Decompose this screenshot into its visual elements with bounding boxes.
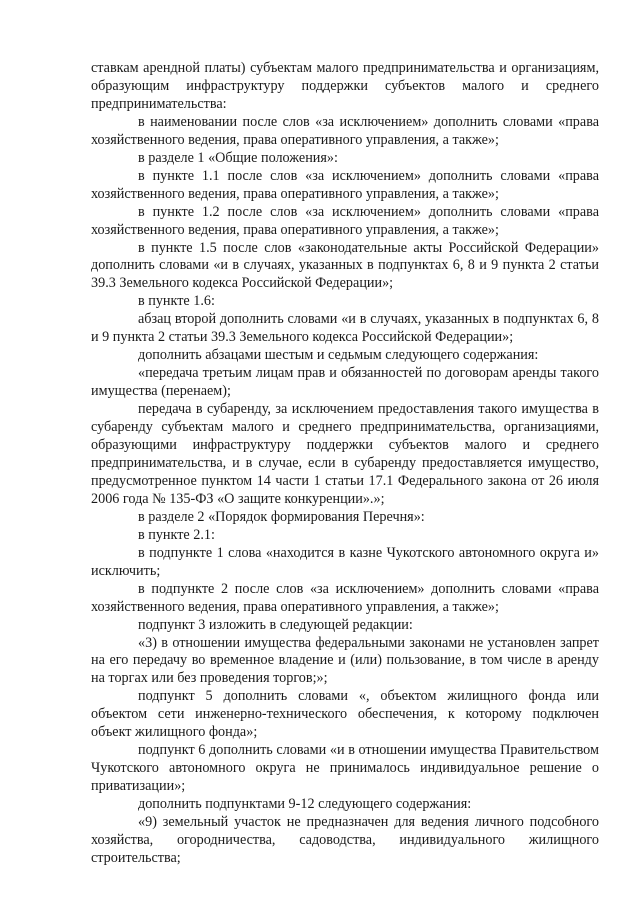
paragraph: дополнить абзацами шестым и седьмым следующего содержания: [138,347,539,364]
paragraph: в пункте 1.6: [138,293,215,310]
paragraph: в пункте 1.2 после слов «за исключением» дополнить словами «права хозяйственного ведения, права оперативного управления, а также»; [91,203,599,238]
paragraph: подпункт 3 изложить в следующей редакции: [138,616,413,633]
paragraph: в подпункте 2 после слов «за исключением» дополнить словами «права хозяйственного ведения, права оперативного управления, а также»; [91,580,599,615]
paragraph: в подпункте 1 слова «находится в казне Чукотского автономного округа и» исключить; [91,544,599,579]
paragraph: в разделе 2 «Порядок формирования Перечня»: [138,508,425,525]
paragraph: в наименовании после слов «за исключением» дополнить словами «права хозяйственного ведения, права оперативного управления, а также»; [91,113,599,148]
document-body [91,60,599,868]
paragraph: в пункте 1.1 после слов «за исключением» дополнить словами «права хозяйственного ведения, права оперативного управления, а также»; [91,167,599,202]
paragraph: подпункт 6 дополнить словами «и в отношении имущества Правительством Чукотского автономного округа не принималось индивидуальное решение о приватизации»; [91,742,599,795]
paragraph: подпункт 5 дополнить словами «, объектом жилищного фонда или объектом сети инженерно-технического обеспечения, к которому подключен объект жилищного фонда»; [91,688,599,741]
paragraph: ставкам арендной платы) субъектам малого предпринимательства и организациям, образующим инфраструктуру поддержки субъектов малого и среднего предпринимательства: [91,60,599,112]
paragraph: «передача третьим лицам прав и обязанностей по договорам аренды такого имущества (перенаем); [91,365,599,400]
paragraph: передача в субаренду, за исключением предоставления такого имущества в субаренду субъектам малого и среднего предпринимательства, организациями, образующими инфраструктуру поддержки субъектов малого и среднего предпринимательства, и в случае, если в субаренду предоставляется имущество, предусмотренное пунктом 14 части 1 статьи 17.1 Федерального закона от 26 июля 2006 года № 135-ФЗ «О защите конкуренции».»; [91,401,599,507]
paragraph: дополнить подпунктами 9-12 следующего содержания: [138,796,472,813]
paragraph: в разделе 1 «Общие положения»: [138,149,338,166]
paragraph: абзац второй дополнить словами «и в случаях, указанных в подпунктах 6, 8 и 9 пункта 2 статьи 39.3 Земельного кодекса Российской Федерации»; [91,311,599,346]
paragraph: в пункте 2.1: [138,526,215,543]
paragraph: «9) земельный участок не предназначен для ведения личного подсобного хозяйства, огородничества, садоводства, индивидуального жилищного строительства; [91,814,599,866]
paragraph: «3) в отношении имущества федеральными законами не установлен запрет на его передачу во временное владение и (или) пользование, в том числе в аренду на торгах или без проведения торгов;»; [91,634,599,687]
paragraph: в пункте 1.5 после слов «законодательные акты Российской Федерации» дополнить словами «и в случаях, указанных в подпунктах 6, 8 и 9 пункта 2 статьи 39.3 Земельного кодекса Российской Федерации»; [91,239,599,292]
